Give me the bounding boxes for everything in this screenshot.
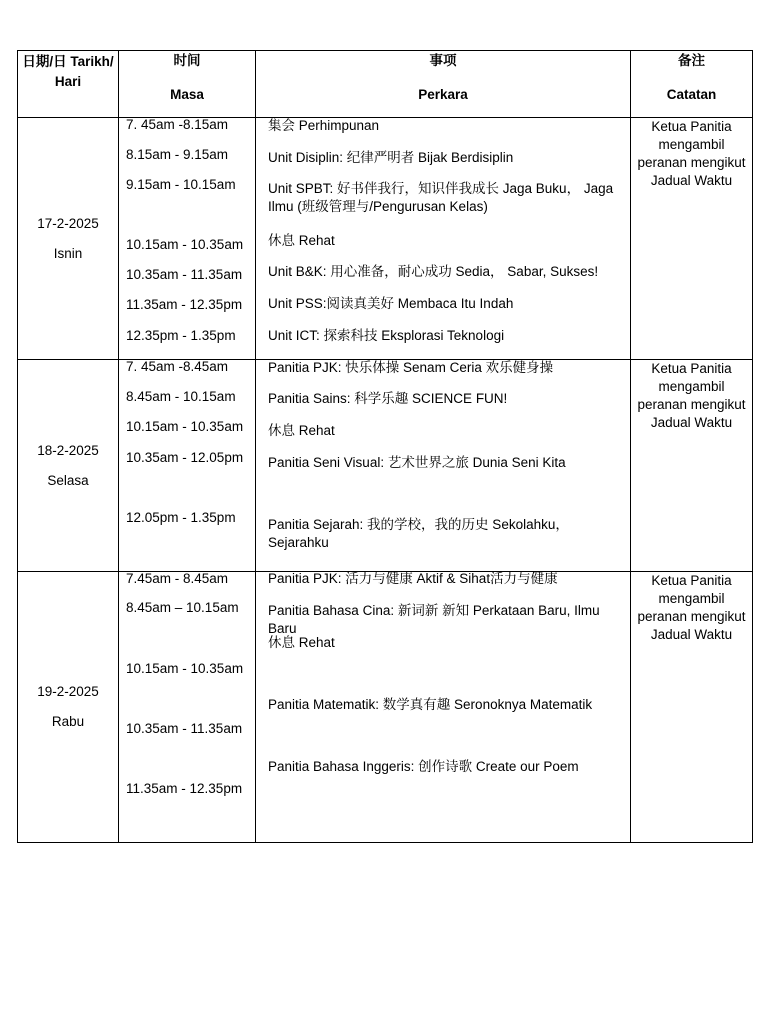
header-note-ms: Catatan <box>666 87 717 102</box>
date-cell <box>18 118 119 360</box>
item-entry: Unit B&K: 用心准备，耐心成功 Sedia， Sabar, Sukses! <box>268 264 599 279</box>
item-entry: 休息 Rehat <box>268 233 335 248</box>
item-entry: 集会 Perhimpunan <box>268 118 380 133</box>
item-entry: Panitia PJK: 活力与健康 Aktif & Sihat活力与健康 <box>268 571 558 586</box>
note-line: peranan mengikut <box>637 155 746 170</box>
time-slot: 8.45am - 10.15am <box>126 389 236 404</box>
day-row-wednesday <box>18 572 753 843</box>
header-note-zh: 备注 <box>678 53 705 68</box>
note-line: mengambil <box>658 379 725 394</box>
time-slot: 7.45am - 8.45am <box>126 571 229 586</box>
time-slot: 7. 45am -8.45am <box>126 359 229 374</box>
header-date-line1: 日期/日 Tarikh/ <box>22 54 114 69</box>
day-row-tuesday <box>18 360 753 572</box>
time-slot: 12.35pm - 1.35pm <box>126 328 236 343</box>
day-name: Rabu <box>51 714 85 729</box>
item-entry: Panitia Seni Visual: 艺术世界之旅 Dunia Seni Kita <box>268 455 566 470</box>
note-line: Ketua Panitia <box>651 119 732 134</box>
item-cell <box>256 360 631 572</box>
time-slot: 10.35am - 11.35am <box>126 721 243 736</box>
header-item-ms: Perkara <box>418 87 468 102</box>
item-entry: Unit Disiplin: 纪律严明者 Bijak Berdisiplin <box>268 150 514 165</box>
time-slot: 10.35am - 11.35am <box>126 267 243 282</box>
header-row <box>18 51 753 118</box>
date-value: 19-2-2025 <box>37 684 99 699</box>
header-time-zh: 时间 <box>173 53 201 68</box>
schedule-table <box>17 50 753 843</box>
time-slot: 8.15am - 9.15am <box>126 147 229 162</box>
header-item <box>256 51 631 118</box>
time-slot: 12.05pm - 1.35pm <box>126 510 236 525</box>
header-date-line2: Hari <box>54 74 82 89</box>
day-row-monday <box>18 118 753 360</box>
time-slot: 11.35am - 12.35pm <box>126 781 243 796</box>
time-slot: 10.35am - 12.05pm <box>126 450 244 465</box>
item-entry: Panitia Bahasa Inggeris: 创作诗歌 Create our Poem <box>268 759 579 774</box>
note-line: Ketua Panitia <box>651 573 732 588</box>
note-line: Jadual Waktu <box>650 415 733 430</box>
date-value: 18-2-2025 <box>37 442 99 458</box>
time-slot: 8.45am – 10.15am <box>126 600 239 615</box>
item-entry: Unit PSS:阅读真美好 Membaca Itu Indah <box>268 296 514 311</box>
day-name: Selasa <box>47 472 89 488</box>
header-date <box>18 51 119 118</box>
time-slot: 7. 45am -8.15am <box>126 117 229 132</box>
note-line: Jadual Waktu <box>650 627 733 642</box>
item-entry: Panitia Sejarah: 我的学校，我的历史 Sekolahku， Sejarahku <box>268 517 569 550</box>
time-cell <box>119 572 256 843</box>
note-cell <box>631 572 753 843</box>
date-cell <box>18 572 119 843</box>
note-cell <box>631 118 753 360</box>
item-entry: Panitia Sains: 科学乐趣 SCIENCE FUN! <box>268 391 508 406</box>
note-line: mengambil <box>658 591 725 606</box>
header-time <box>119 51 256 118</box>
date-value: 17-2-2025 <box>37 215 99 231</box>
item-cell <box>256 118 631 360</box>
note-line: peranan mengikut <box>637 609 746 624</box>
item-entry: 休息 Rehat <box>268 635 335 650</box>
note-cell <box>631 360 753 572</box>
date-cell <box>18 360 119 572</box>
item-entry: Unit SPBT: 好书伴我行，知识伴我成长 Jaga Buku， Jaga Ilmu (班级管理与/Pengurusan Kelas) <box>268 181 614 214</box>
time-cell <box>119 118 256 360</box>
item-entry: Panitia Bahasa Cina: 新词新 新知 Perkataan Baru, Ilmu Baru <box>268 603 600 636</box>
header-item-zh: 事项 <box>429 53 457 68</box>
time-slot: 10.15am - 10.35am <box>126 661 244 676</box>
time-slot: 10.15am - 10.35am <box>126 237 244 252</box>
time-cell <box>119 360 256 572</box>
item-entry: Panitia PJK: 快乐体操 Senam Ceria 欢乐健身操 <box>268 360 554 375</box>
item-entry: Unit ICT: 探索科技 Eksplorasi Teknologi <box>268 328 505 343</box>
time-slot: 11.35am - 12.35pm <box>126 297 243 312</box>
day-name: Isnin <box>53 245 83 261</box>
item-entry: Panitia Matematik: 数学真有趣 Seronoknya Matematik <box>268 697 593 712</box>
item-entry: 休息 Rehat <box>268 423 335 438</box>
header-note <box>631 51 753 118</box>
time-slot: 10.15am - 10.35am <box>126 419 244 434</box>
time-slot: 9.15am - 10.15am <box>126 177 236 192</box>
note-line: Ketua Panitia <box>651 361 732 376</box>
note-line: mengambil <box>658 137 725 152</box>
header-time-ms: Masa <box>170 87 204 102</box>
item-cell <box>256 572 631 843</box>
note-line: peranan mengikut <box>637 397 746 412</box>
note-line: Jadual Waktu <box>650 173 733 188</box>
